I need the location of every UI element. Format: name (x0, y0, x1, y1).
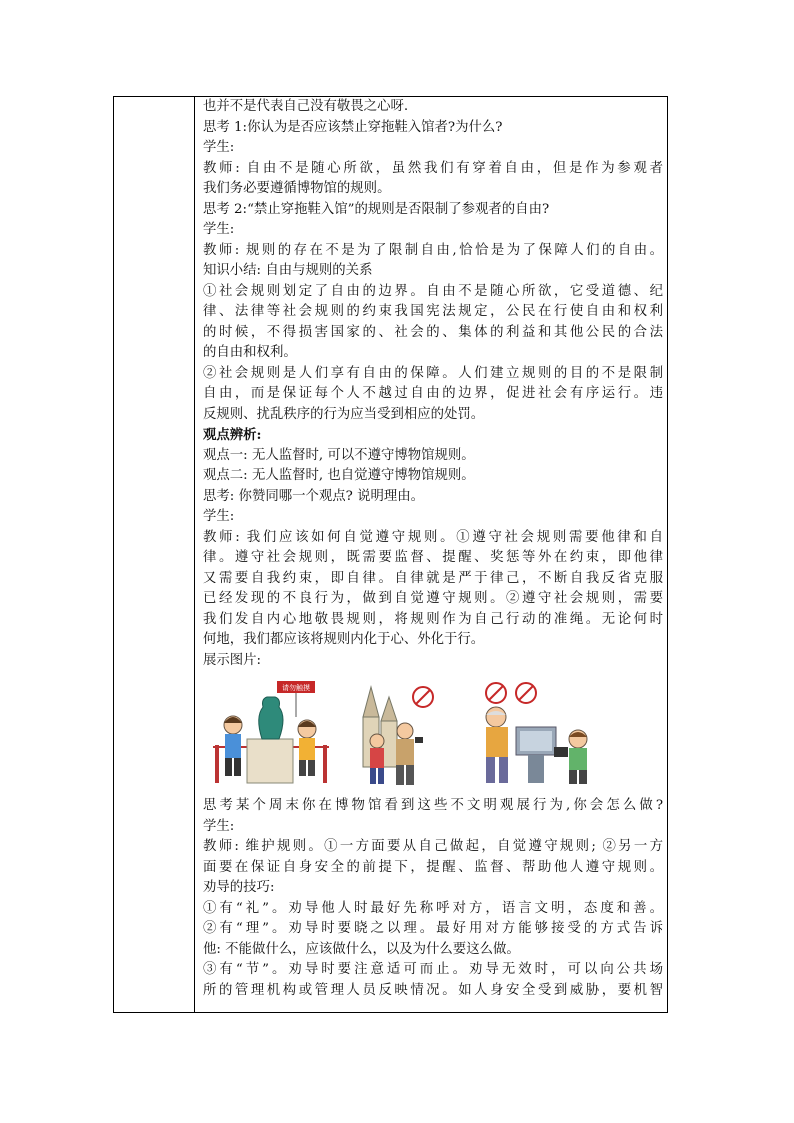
text-block-bottom (203, 796, 663, 1001)
text-line: 观点二: 无人监督时, 也自觉遵守博物馆规则。 (203, 468, 475, 483)
text-line: 学生: (203, 509, 235, 524)
text-line: 教师: 维护规则。①一方面要从自己做起，自觉遵守规则; ②另一方 (203, 839, 663, 854)
text-line: ①社会规则划定了自由的边界。自由不是随心所欲，它受道德、纪 (203, 283, 663, 299)
text-line: 面要在保证自身安全的前提下，提醒、监督、帮助他人遵守规则。 (203, 859, 663, 875)
lesson-content-cell (203, 97, 663, 1001)
text-line: 展示图片: (203, 652, 262, 668)
text-line: 我们发自内心地敬畏规则，将规则作为自己行动的准绳。无论何时 (203, 611, 663, 627)
camera-flash-illustration (468, 677, 600, 789)
warning-sign-text: 请勿触摸 (282, 684, 310, 692)
column-divider (194, 97, 195, 1012)
text-line: 教师: 我们应该如何自觉遵守规则。①遵守社会规则需要他律和自 (203, 529, 663, 545)
text-line: 教师: 自由不是随心所欲，虽然我们有穿着自由，但是作为参观者 (203, 160, 663, 176)
text-line: 学生: (203, 222, 235, 237)
text-line: 思考某个周末你在博物馆看到这些不文明观展行为,你会怎么做? (203, 798, 663, 813)
text-line: 律。遵守社会规则，既需要监督、提醒、奖惩等外在约束，即他律 (203, 550, 663, 565)
text-line: 学生: (203, 140, 235, 155)
text-line: 他: 不能做什么，应该做什么，以及为什么要这么做。 (203, 941, 520, 957)
text-line: 观点辨析: (203, 427, 262, 443)
text-line: 的自由和权利。 (203, 345, 297, 360)
text-line: 所的管理机构或管理人员反映情况。如人身安全受到威胁，要机智 (203, 982, 663, 998)
text-line: 自由，而是保证每个人不越过自由的边界，促进社会有序运行。违 (203, 386, 663, 401)
text-line: 的时候，不得损害国家的、社会的、集体的利益和其他公民的合法 (203, 324, 663, 340)
vase-touching-illustration (207, 677, 335, 789)
church-photo-illustration (353, 677, 443, 789)
illustration-row (203, 677, 663, 792)
text-block-top (203, 97, 663, 671)
text-line: 思考: 你赞同哪一个观点? 说明理由。 (203, 488, 425, 504)
text-line: 已经发现的不良行为，做到自觉遵守规则。②遵守社会规则，需要 (203, 591, 663, 606)
text-line: ①有“礼”。劝导他人时最好先称呼对方，语言文明，态度和善。 (203, 900, 663, 916)
text-line: 律、法律等社会规则的约束我国宪法规定，公民在行使自由和权利 (203, 304, 663, 319)
text-line: 也并不是代表自己没有敬畏之心呀. (203, 99, 409, 114)
text-line: 又需要自我约束，即自律。自律就是严于律己，不断自我反省克服 (203, 570, 663, 586)
text-line: 学生: (203, 818, 235, 834)
text-line: 思考 1:你认为是否应该禁止穿拖鞋入馆者?为什么? (203, 119, 503, 135)
text-line: ②有“理”。劝导时要晓之以理。最好用对方能够接受的方式告诉 (203, 921, 663, 936)
text-line: ③有“节”。劝导时要注意适可而止。劝导无效时，可以向公共场 (203, 962, 663, 977)
text-line: 反规则、扰乱秩序的行为应当受到相应的处罚。 (203, 406, 485, 422)
text-line: 知识小结: 自由与规则的关系 (203, 263, 373, 278)
text-line: 劝导的技巧: (203, 880, 275, 895)
text-line: 何地，我们都应该将规则内化于心、外化于行。 (203, 632, 485, 647)
text-line: 思考 2:“禁止穿拖鞋入馆”的规则是否限制了参观者的自由? (203, 201, 550, 217)
lesson-table (113, 96, 668, 1013)
text-line: 观点一: 无人监督时, 可以不遵守博物馆规则。 (203, 447, 475, 463)
text-line: 教师: 规则的存在不是为了限制自由,恰恰是为了保障人们的自由。 (203, 242, 663, 258)
text-line: ②社会规则是人们享有自由的保障。人们建立规则的目的不是限制 (203, 365, 663, 381)
text-line: 我们务必要遵循博物馆的规则。 (203, 181, 391, 196)
